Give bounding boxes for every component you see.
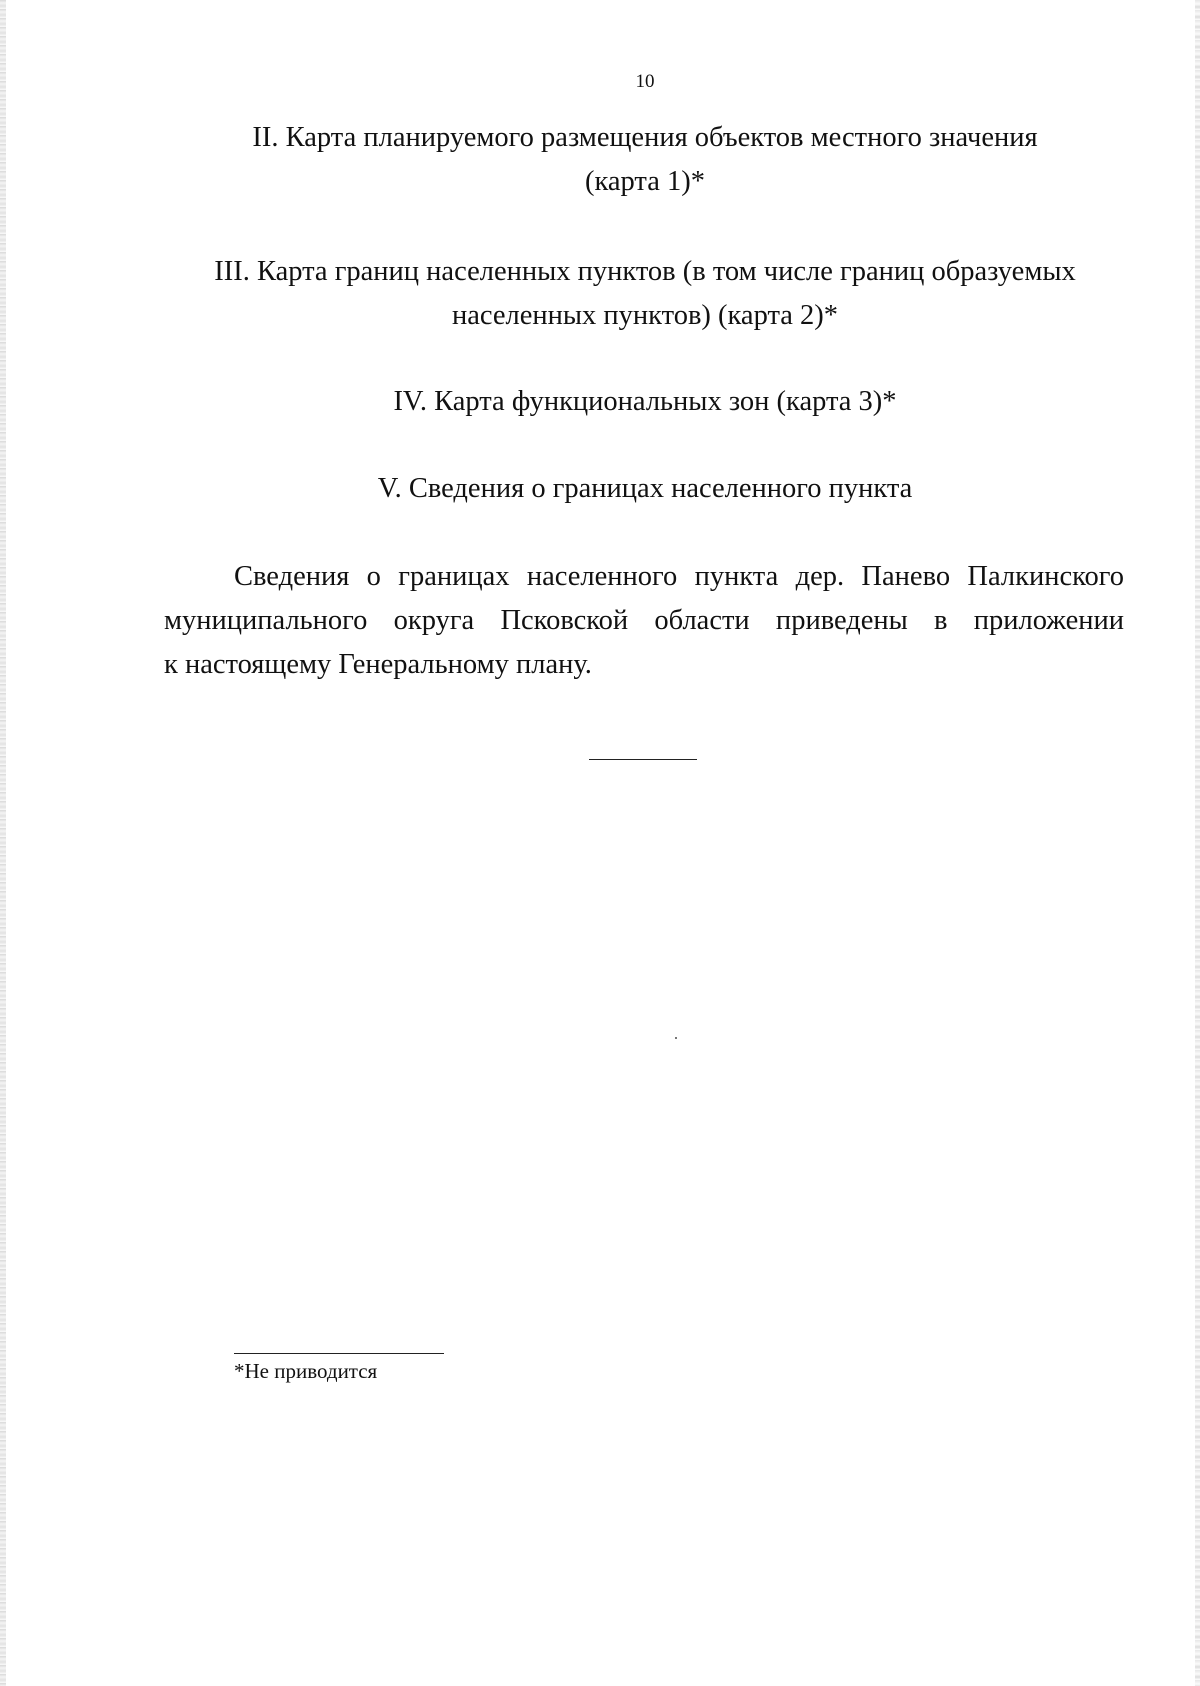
paragraph-line: муниципального округа Псковской области приведены в приложении [164,605,1124,636]
section-heading-boundary-info [0,467,1200,511]
heading-line: II. Карта планируемого размещения объектов местного значения [252,122,1038,153]
scan-speck [675,1037,677,1039]
heading-line: (карта 1)* [585,166,705,197]
heading-line: V. Сведения о границах населенного пункта [377,473,913,504]
paragraph-line: Сведения о границах населенного пункта дер. Панево Палкинского [234,561,1124,592]
body-paragraph [164,555,1124,687]
page-number: 10 [635,71,655,92]
paragraph-line: к настоящему Генеральному плану. [164,649,592,680]
footnote-separator [234,1353,444,1354]
heading-line: IV. Карта функциональных зон (карта 3)* [393,386,897,417]
section-heading-maps-local-objects [0,116,1200,204]
heading-line: III. Карта границ населенных пунктов (в том числе границ образуемых [214,256,1076,287]
footnote: *Не приводится [234,1359,378,1383]
heading-line: населенных пунктов) (карта 2)* [451,300,839,331]
section-heading-functional-zones [0,380,1200,424]
end-of-text-rule [589,759,697,760]
section-heading-settlement-boundaries [0,250,1200,338]
